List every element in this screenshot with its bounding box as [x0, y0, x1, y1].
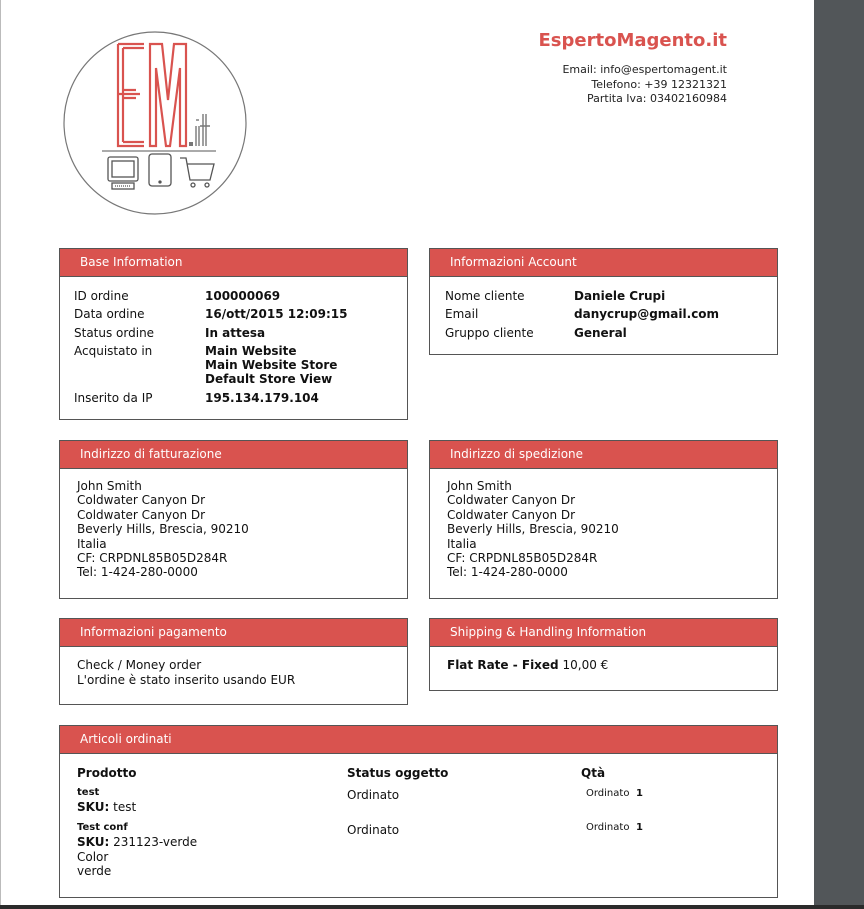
- order-date-value: 16/ott/2015 12:09:15: [205, 307, 348, 321]
- billing-address-box: [59, 440, 408, 599]
- item-qty: 1: [636, 788, 643, 799]
- shipping-amount: 10,00 €: [562, 658, 609, 672]
- customer-name-value: Daniele Crupi: [574, 289, 666, 303]
- billing-street-1: Coldwater Canyon Dr: [77, 493, 206, 508]
- customer-name-label: Nome cliente: [445, 289, 525, 303]
- account-title: Informazioni Account: [430, 249, 777, 277]
- shipping-handling-box: [429, 618, 778, 691]
- item-status: Ordinato: [347, 823, 400, 837]
- shipping-tax-code: CF: CRPDNL85B05D284R: [447, 551, 598, 566]
- item-status: Ordinato: [347, 788, 400, 802]
- purchased-store-view: Default Store View: [205, 372, 333, 386]
- item-name: test: [77, 787, 100, 798]
- viewer-bottom-bar: [0, 905, 864, 909]
- item-sku-label: SKU:: [77, 800, 110, 814]
- item-qty-label: Ordinato: [586, 822, 630, 833]
- shipping-address-title: Indirizzo di spedizione: [430, 441, 777, 469]
- ordered-items-title: Articoli ordinati: [60, 726, 777, 754]
- billing-name: John Smith: [77, 479, 142, 493]
- payment-info: [77, 658, 295, 688]
- company-name: EspertoMagento.it: [538, 30, 727, 51]
- payment-currency-note: L'ordine è stato inserito usando EUR: [77, 673, 296, 687]
- item-qty-label: Ordinato: [586, 788, 630, 799]
- company-email: Email: info@espertomagent.it: [562, 63, 727, 76]
- shipping-street-2: Coldwater Canyon Dr: [447, 507, 576, 522]
- account-box: [429, 248, 778, 355]
- billing-phone: Tel: 1-424-280-0000: [77, 565, 198, 580]
- customer-group-value: General: [574, 326, 627, 340]
- order-id-label: ID ordine: [74, 289, 129, 303]
- viewer-background: [814, 0, 864, 909]
- order-date-label: Data ordine: [74, 307, 145, 321]
- col-product-header: Prodotto: [77, 766, 137, 780]
- company-phone: Telefono: +39 12321321: [591, 77, 727, 91]
- base-info-title: Base Information: [60, 249, 407, 277]
- shipping-address-box: [429, 440, 778, 599]
- item-option-value: verde: [77, 864, 112, 878]
- company-logo: [62, 30, 248, 216]
- ip-value: 195.134.179.104: [205, 391, 319, 405]
- shipping-address: [447, 479, 619, 580]
- customer-email-label: Email: [445, 307, 479, 321]
- billing-tax-code: CF: CRPDNL85B05D284R: [77, 551, 228, 566]
- item-name: Test conf: [77, 822, 128, 833]
- base-info-box: [59, 248, 408, 420]
- item-sku: 231123-verde: [113, 835, 198, 849]
- item-qty: 1: [636, 822, 643, 833]
- purchased-store: Main Website Store: [205, 358, 338, 372]
- payment-method: Check / Money order: [77, 658, 202, 672]
- payment-box: [59, 618, 408, 705]
- payment-title: Informazioni pagamento: [60, 619, 407, 647]
- shipping-city: Beverly Hills, Brescia, 90210: [447, 522, 619, 537]
- item-sku-label: SKU:: [77, 835, 110, 849]
- customer-email-value: danycrup@gmail.com: [574, 307, 720, 321]
- item-sku: test: [113, 800, 137, 814]
- billing-address: [77, 479, 249, 580]
- customer-group-label: Gruppo cliente: [445, 326, 534, 340]
- order-status-value: In attesa: [205, 326, 266, 340]
- col-status-header: Status oggetto: [347, 766, 449, 780]
- purchased-website: Main Website: [205, 344, 297, 358]
- order-id-value: 100000069: [205, 289, 281, 303]
- item-option-label: Color: [77, 850, 109, 864]
- shipping-phone: Tel: 1-424-280-0000: [447, 565, 568, 580]
- purchased-in-label: Acquistato in: [74, 344, 153, 358]
- ip-label: Inserito da IP: [74, 391, 153, 405]
- order-status-label: Status ordine: [74, 326, 155, 340]
- company-vat: Partita Iva: 03402160984: [586, 92, 727, 105]
- shipping-method-name: Flat Rate - Fixed: [447, 658, 559, 672]
- shipping-name: John Smith: [447, 479, 512, 493]
- billing-street-2: Coldwater Canyon Dr: [77, 507, 206, 522]
- billing-city: Beverly Hills, Brescia, 90210: [77, 522, 249, 537]
- shipping-country: Italia: [447, 536, 477, 551]
- billing-address-title: Indirizzo di fatturazione: [60, 441, 407, 469]
- company-info: [539, 30, 728, 107]
- ordered-items-box: [59, 725, 778, 898]
- shipping-street-1: Coldwater Canyon Dr: [447, 493, 576, 508]
- billing-country: Italia: [77, 536, 107, 551]
- shipping-handling-title: Shipping & Handling Information: [430, 619, 777, 647]
- col-qty-header: Qtà: [581, 766, 606, 780]
